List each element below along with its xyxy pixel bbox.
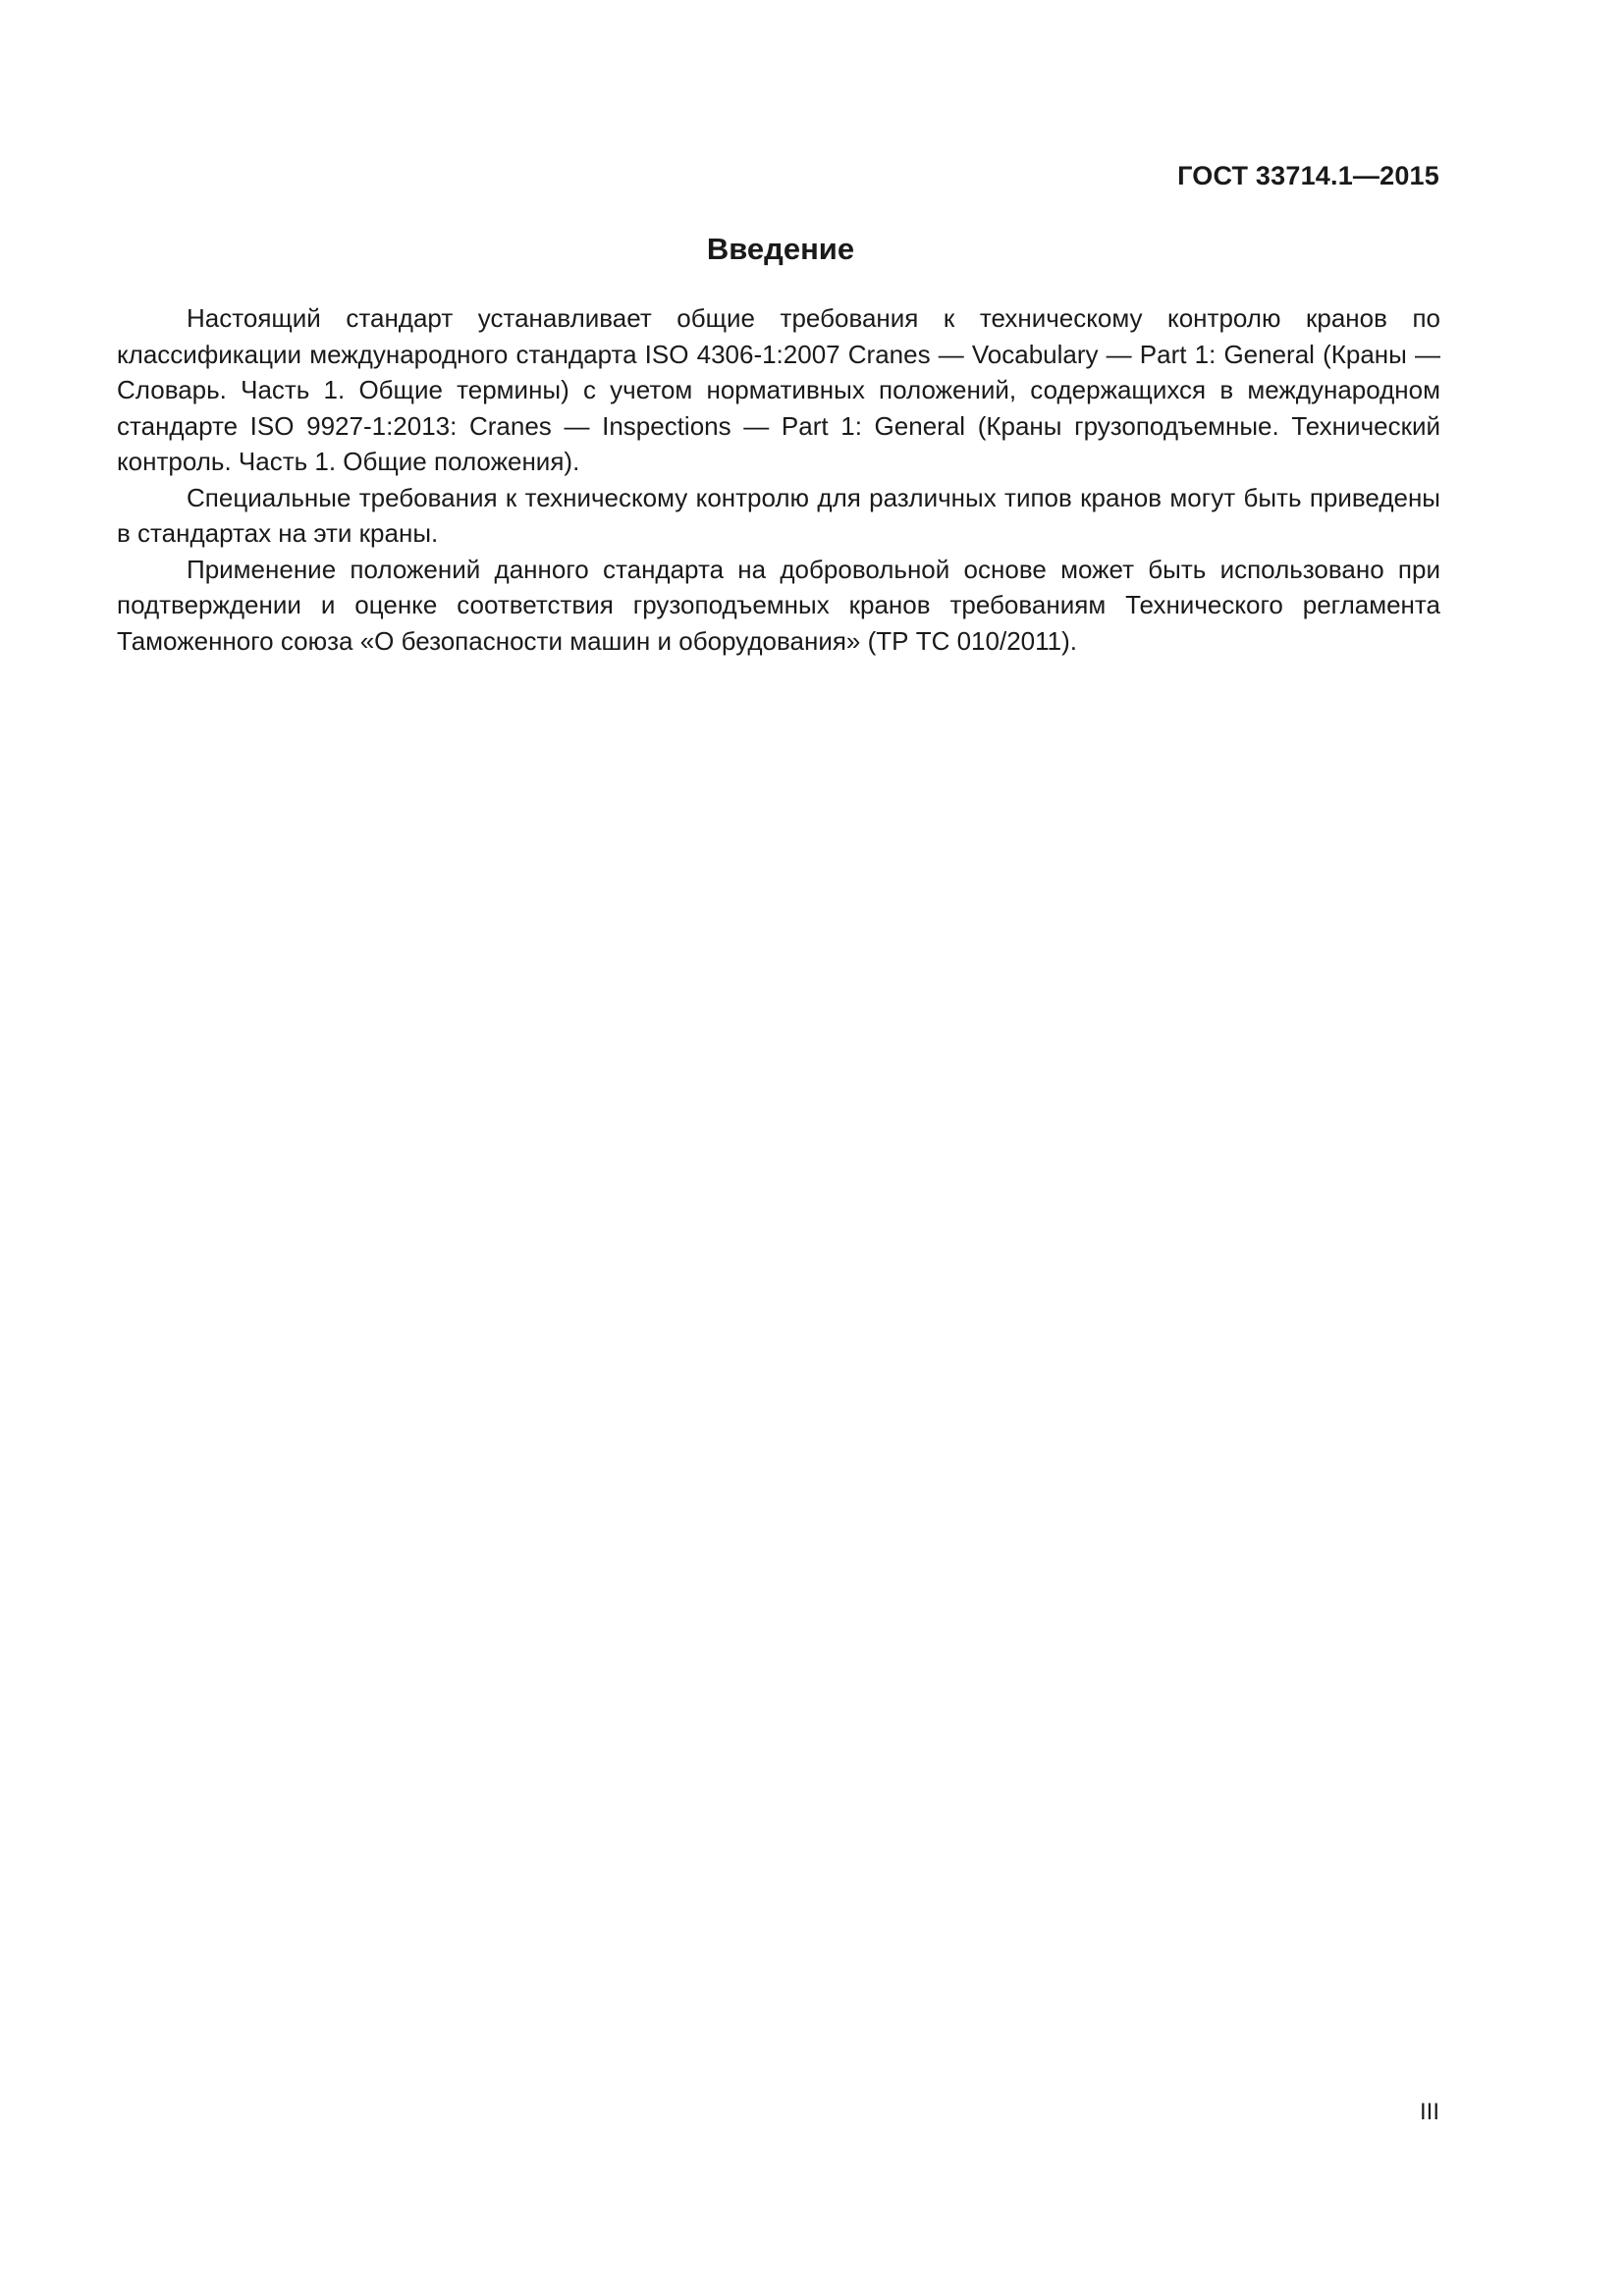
paragraph-scope: Настоящий стандарт устанавливает общие требования к техническому контролю кранов по классификации международного стандарта ISO 4306-1:2007 Cranes — Vocabulary — Part 1: General (Краны — Словарь. Часть 1. Общие термины) с учетом нормативных положений, содержащихся в международном стандарте ISO 9927-1:2013: Cranes — Inspections — Part 1: General (Краны грузоподъемные. Технический контроль. Часть 1. Общие положения). <box>117 303 1440 476</box>
paragraph-voluntary-application: Применение положений данного стандарта на добровольной основе может быть использовано при подтверждении и оценке соответствия грузоподъемных кранов требованиям Технического регламента Таможенного союза «О безопасности машин и оборудования» (ТР ТС 010/2011). <box>117 554 1440 656</box>
page-number: III <box>1419 2099 1439 2125</box>
section-body <box>117 300 1440 659</box>
paragraph-special-requirements: Специальные требования к техническому контролю для различных типов кранов могут быть приведены в стандартах на эти краны. <box>117 482 1440 548</box>
section-title: Введение <box>706 232 855 266</box>
document-code: ГОСТ 33714.1—2015 <box>1177 161 1439 190</box>
